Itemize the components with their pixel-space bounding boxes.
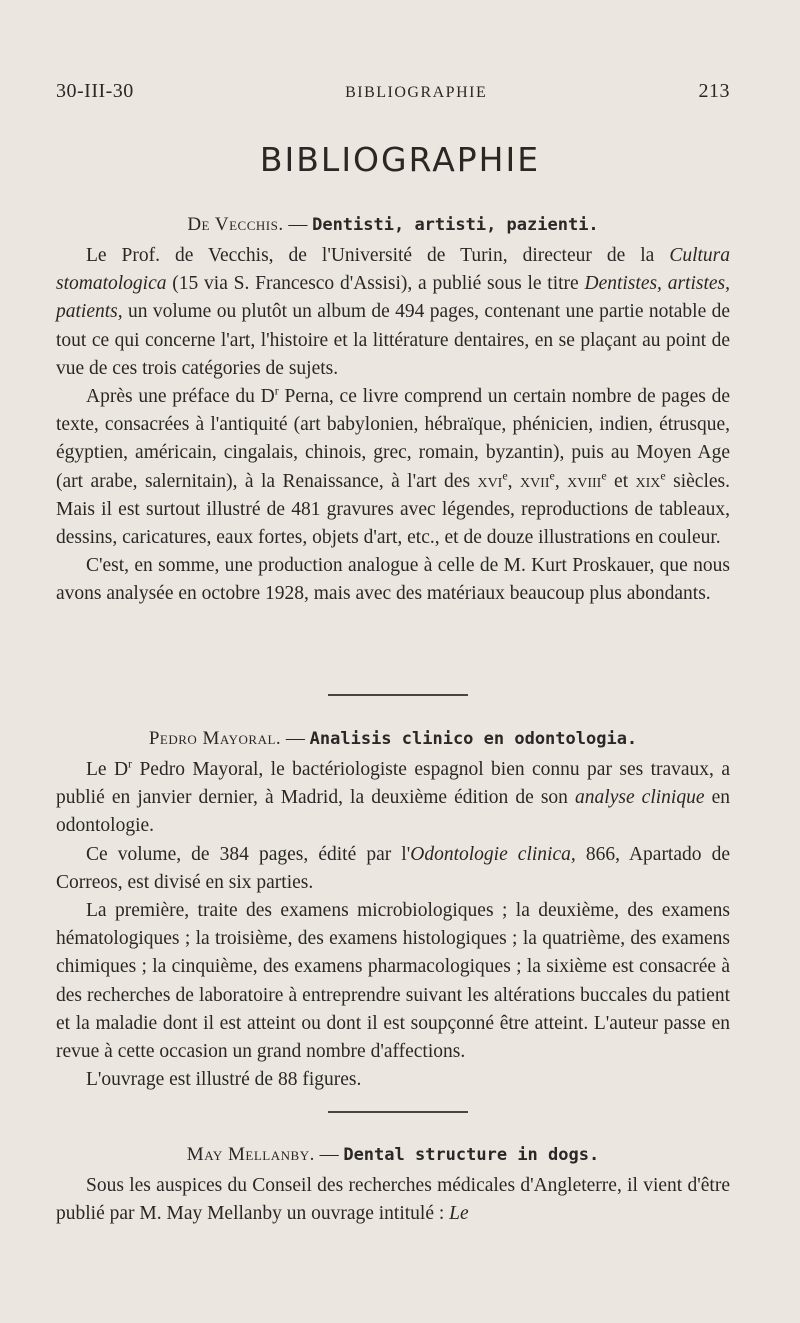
text-run: Ce volume, de 384 pages, édité par l' (86, 843, 411, 865)
paragraph: La première, traite des examens microbiologiques ; la deuxième, des examens hématologiques ; la troisième, des examens histologiques ; la quatrième, des examens chimiques ; la cinquième, des examens pharmacologiques ; la sixième est consacrée à des recherches de laboratoire à entreprendre suivant les altérations buccales du patient et la maladie dont il est atteint ou dont il est soupçonné être atteint. L'auteur passe en revue à cette occasion un grand nombre d'affections. (56, 900, 730, 1063)
review-author: Pedro Mayoral. (148, 728, 282, 749)
text-run: (15 via S. Francesco d'Assisi), a publié sous le titre (166, 273, 585, 295)
review-work-title: Dental structure in dogs. (343, 1145, 600, 1165)
century-numeral: xvi (477, 470, 503, 492)
italic-run: Le (449, 1203, 469, 1225)
heading-dash: — (281, 728, 310, 749)
paragraph: C'est, en somme, une production analogue à celle de M. Kurt Proskauer, que nous avons analysée en octobre 1928, mais avec des matériaux beaucoup plus abondants. (56, 555, 730, 605)
text-run: 866, Apartado de Correos, est divisé en six parties. (56, 843, 730, 893)
text-run: , (507, 470, 520, 492)
text-run: siècles. Mais il est surtout illustré de 481 gravures avec légendes, reproductions de tableaux, dessins, caricatures, eaux fortes, objets d'art, etc., et de douze illustrations en couleur. (56, 470, 731, 549)
italic-run: Odontologie clinica, (410, 843, 576, 865)
text-run: Pedro Mayoral, le bactériologiste espagnol bien connu par ses travaux, a publié en janvier dernier, à Madrid, la deuxième édition de son (56, 759, 730, 809)
superscript: e (660, 468, 666, 483)
superscript: e (549, 468, 555, 483)
paragraph: L'ouvrage est illustré de 88 figures. (86, 1069, 362, 1091)
century-numeral: xvii (519, 470, 550, 492)
review-heading (56, 728, 730, 750)
page-title: BIBLIOGRAPHIE (259, 140, 541, 179)
review-author: May Mellanby. (186, 1144, 315, 1165)
review-mellanby (56, 1144, 730, 1228)
italic-run: analyse clinique (575, 787, 705, 809)
running-head (56, 80, 730, 103)
heading-dash: — (314, 1144, 344, 1165)
text-run: un volume ou plutôt un album de 494 pages, contenant une partie notable de tout ce qui concerne l'art, l'histoire et la littérature dentaires, en se plaçant au point de vue de ces trois catégories de sujets. (56, 301, 730, 379)
review-mayoral (56, 728, 730, 1094)
review-work-title: Analisis clinico en odontologia. (309, 729, 638, 749)
text-run: Perna, ce livre comprend un certain nombre de pages de texte, consacrées à l'antiquité (art babylonien, hébraïque, phénicien, indien, étrusque, égyptien, américain, cingalais, chinois, grec, romain, byzantin), puis au Moyen Age (art arabe, salernitain), à la Renaissance, à l'art des (56, 386, 730, 492)
review-author: De Vecchis. (187, 214, 284, 235)
italic-run: Cultura stomatologica (56, 245, 730, 295)
heading-dash: — (283, 214, 313, 235)
text-run: en odontologie. (56, 787, 730, 837)
text-run: Sous les auspices du Conseil des recherches médicales d'Angleterre, il vient d'être publié par M. May Mellanby un ouvrage intitulé : (56, 1175, 730, 1225)
header-running-title: BIBLIOGRAPHIE (345, 84, 488, 101)
text-run: Le D (86, 759, 129, 780)
superscript: r (274, 383, 279, 398)
paragraph (56, 383, 730, 552)
text-run: Après une préface du D (86, 386, 275, 408)
italic-run: Dentistes, artistes, patients, (56, 273, 731, 323)
paragraph (56, 841, 730, 897)
page-number: 213 (698, 80, 730, 102)
review-de-vecchis (56, 214, 730, 609)
text-run: Le Prof. de Vecchis, de l'Université de Turin, directeur de la (86, 245, 670, 266)
superscript: e (601, 468, 607, 483)
text-run: et (606, 470, 636, 492)
paragraph (56, 1172, 730, 1228)
review-heading (56, 1144, 730, 1166)
header-date: 30-III-30 (56, 80, 134, 102)
century-numeral: xviii (567, 470, 602, 492)
review-heading (56, 214, 730, 236)
century-numeral: xix (635, 470, 661, 492)
superscript: r (128, 756, 133, 771)
review-work-title: Dentisti, artisti, pazienti. (312, 215, 599, 235)
section-divider (328, 1111, 468, 1113)
paragraph (56, 242, 730, 383)
section-divider (328, 694, 468, 696)
text-run: , (554, 470, 568, 492)
paragraph (56, 756, 730, 841)
superscript: e (502, 468, 508, 483)
